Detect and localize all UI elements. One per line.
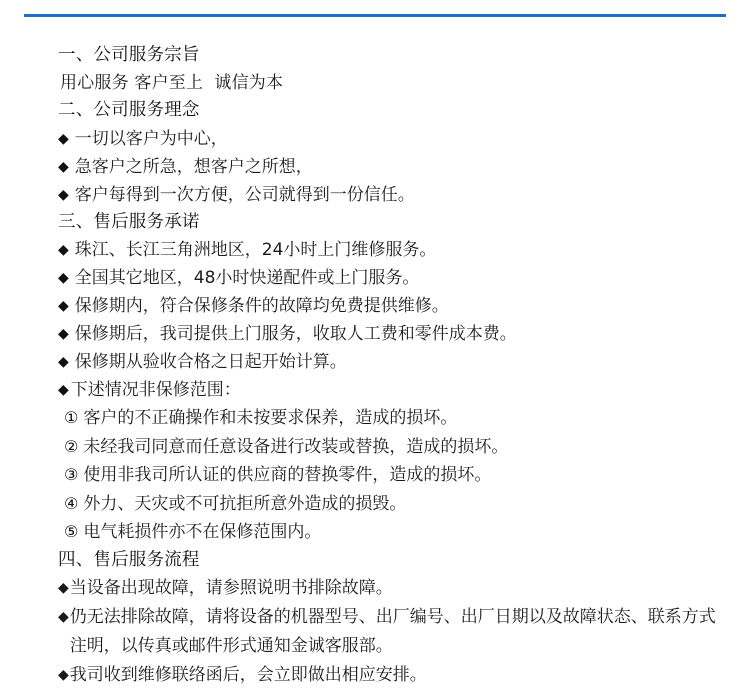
list-item-text: 珠江、长江三角洲地区，24小时上门维修服务。 <box>74 240 437 260</box>
list-item-text: 客户的不正确操作和未按要求保养，造成的损坏。 <box>83 408 458 428</box>
list-item-text: 当设备出现故障，请参照说明书排除故障。 <box>69 578 393 598</box>
list-item-text: 我司收到维修联络函后，会立即做出相应安排。 <box>69 665 427 685</box>
diamond-bullet-icon: ◆ <box>58 580 69 596</box>
diamond-bullet-icon: ◆ <box>58 130 69 147</box>
diamond-bullet-icon: ◆ <box>58 242 69 258</box>
diamond-bullet-icon: ◆ <box>58 326 69 342</box>
section-1-line-1: 用心服务 客户至上 诚信为本 <box>60 72 284 93</box>
diamond-bullet-icon: ◆ <box>58 354 69 370</box>
circled-number-icon: ④ <box>64 493 79 513</box>
list-item-text: 仍无法排除故障，请将设备的机器型号、出厂编号、出厂日期以及故障状态、联系方式注明，以传真或邮件形式通知金诚客服部。 <box>69 607 716 656</box>
document-body <box>58 42 726 690</box>
diamond-bullet-icon: ◆ <box>58 609 69 625</box>
list-item-text: 外力、天灾或不可抗拒所意外造成的损毁。 <box>83 493 407 514</box>
diamond-bullet-icon: ◆ <box>58 186 69 203</box>
list-item <box>58 518 726 547</box>
header-accent-rule <box>24 14 726 17</box>
list-item-text: 电气耗损件亦不在保修范围内。 <box>83 522 322 542</box>
list-item <box>58 461 726 490</box>
list-item-text: 保修期后，我司提供上门服务，收取人工费和零件成本费。 <box>74 324 517 344</box>
list-item <box>58 236 726 264</box>
circled-number-icon: ① <box>64 408 79 427</box>
list-item <box>58 661 726 690</box>
section-heading-3: 三、售后服务承诺 <box>58 211 200 232</box>
circled-number-icon: ⑤ <box>64 522 79 541</box>
list-item <box>58 433 726 462</box>
list-item <box>58 264 726 292</box>
list-item-text: 保修期从验收合格之日起开始计算。 <box>74 352 347 372</box>
list-item <box>58 603 726 661</box>
list-item <box>58 574 726 603</box>
list-item-text: 急客户之所急，想客户之所想， <box>74 156 313 177</box>
list-item-text: 一切以客户为中心， <box>74 128 228 149</box>
list-item <box>58 404 726 433</box>
diamond-bullet-icon: ◆ <box>58 270 69 286</box>
section-heading-1: 一、公司服务宗旨 <box>58 45 200 65</box>
section-heading-4: 四、售后服务流程 <box>58 549 200 570</box>
list-item <box>58 125 726 153</box>
diamond-bullet-icon: ◆ <box>58 158 69 175</box>
list-item <box>58 153 726 181</box>
exclusions-subheading <box>58 376 726 404</box>
list-item-text: 未经我司同意而任意设备进行改装或替换，造成的损坏。 <box>83 436 509 457</box>
circled-number-icon: ③ <box>64 465 79 484</box>
list-item <box>58 348 726 376</box>
list-item-text: 保修期内，符合保修条件的故障均免费提供维修。 <box>74 296 449 316</box>
list-item <box>58 181 726 209</box>
list-item <box>58 320 726 348</box>
section-heading-2: 二、公司服务理念 <box>58 100 200 120</box>
list-item-text: 全国其它地区，48小时快递配件或上门服务。 <box>74 268 420 288</box>
list-item <box>58 490 726 519</box>
diamond-bullet-icon: ◆ <box>58 667 69 683</box>
diamond-bullet-icon: ◆ <box>58 382 69 398</box>
exclusions-subheading-text: 下述情况非保修范围： <box>70 380 241 400</box>
list-item-text: 客户每得到一次方便，公司就得到一份信任。 <box>74 184 415 205</box>
circled-number-icon: ② <box>64 436 79 456</box>
list-item <box>58 292 726 320</box>
list-item-text: 使用非我司所认证的供应商的替换零件，造成的损坏。 <box>83 465 492 485</box>
diamond-bullet-icon: ◆ <box>58 298 69 314</box>
